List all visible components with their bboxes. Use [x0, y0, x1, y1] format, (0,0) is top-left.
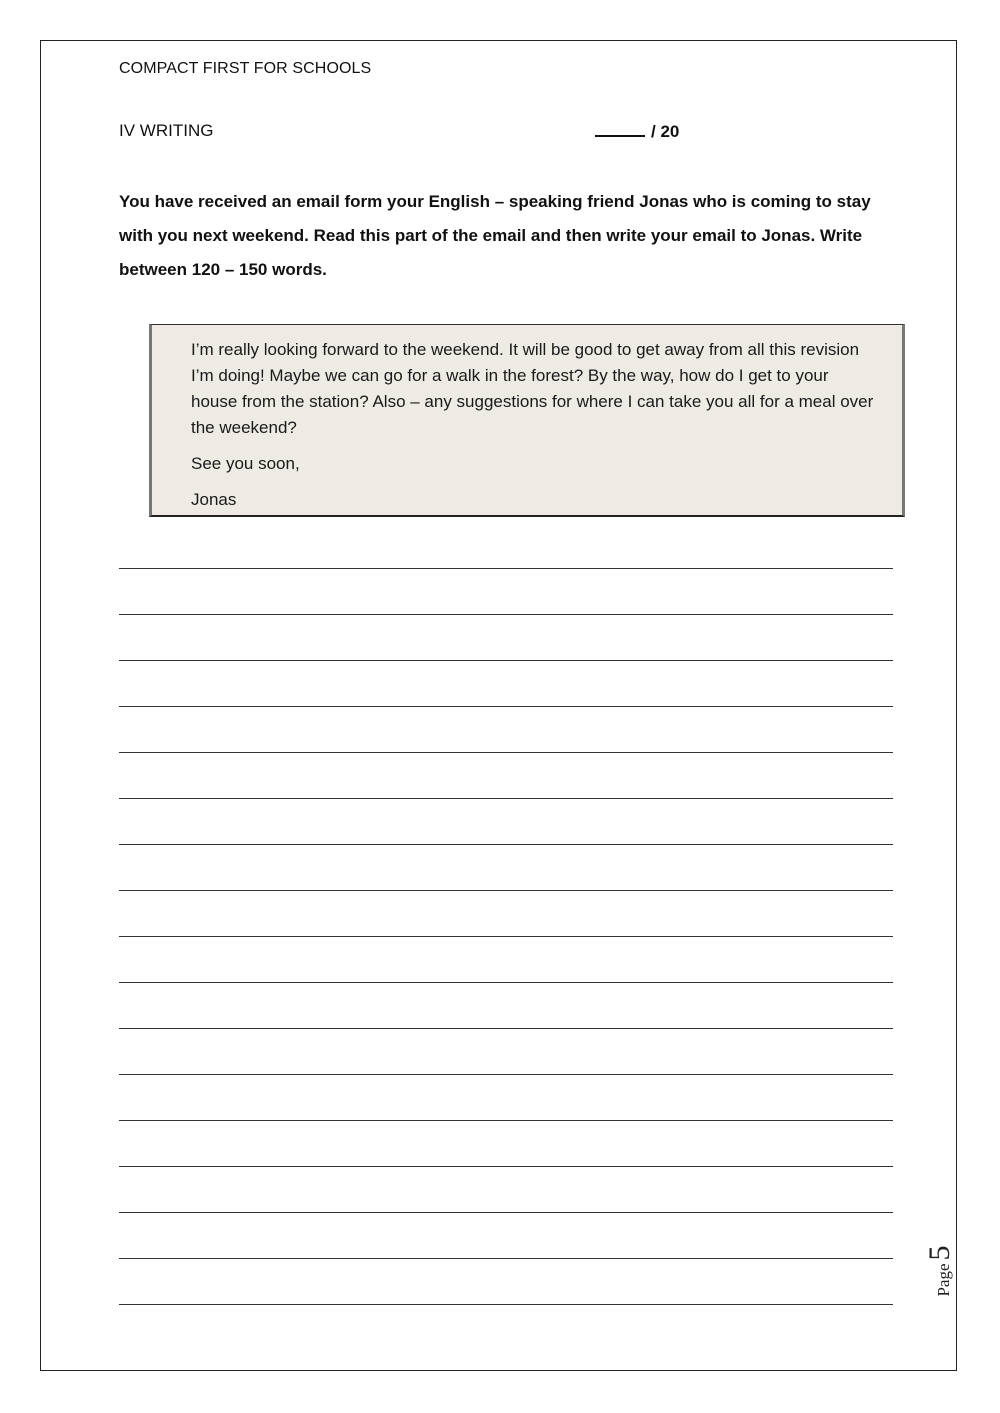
writing-lines: [119, 568, 893, 1350]
writing-line[interactable]: [119, 706, 893, 752]
writing-line[interactable]: [119, 1028, 893, 1074]
email-signature: Jonas: [191, 490, 237, 509]
writing-line[interactable]: [119, 1304, 893, 1350]
score-blank[interactable]: [595, 121, 645, 137]
section-row: [119, 121, 719, 143]
email-body: I’m really looking forward to the weekend. It will be good to get away from all this revision I’m doing! Maybe we can go for a walk in the forest? By the way, how do I get to your house from the station? Also – any suggestions for where I can take you all for a meal over the weekend?: [191, 340, 874, 437]
writing-line[interactable]: [119, 1258, 893, 1304]
writing-line[interactable]: [119, 1166, 893, 1212]
page-number: [918, 1236, 962, 1306]
writing-line[interactable]: [119, 1074, 893, 1120]
email-closing: See you soon,: [191, 454, 300, 473]
writing-line[interactable]: [119, 660, 893, 706]
writing-line[interactable]: [119, 1120, 893, 1166]
section-title: IV WRITING: [119, 121, 214, 140]
writing-line[interactable]: [119, 982, 893, 1028]
score-field: [595, 121, 679, 142]
writing-line[interactable]: [119, 1212, 893, 1258]
writing-line[interactable]: [119, 614, 893, 660]
writing-line[interactable]: [119, 568, 893, 614]
writing-line[interactable]: [119, 936, 893, 982]
page-number-value: 5: [923, 1245, 956, 1261]
course-header: COMPACT FIRST FOR SCHOOLS: [119, 60, 372, 77]
page-label: Page: [934, 1263, 953, 1297]
writing-line[interactable]: [119, 844, 893, 890]
writing-line[interactable]: [119, 798, 893, 844]
writing-line[interactable]: [119, 890, 893, 936]
task-instructions: You have received an email form your English – speaking friend Jonas who is coming to stay with you next weekend. Read this part of the email and then write your email to Jonas. Write between 120 – 150 words.: [119, 192, 871, 279]
writing-line[interactable]: [119, 752, 893, 798]
email-excerpt-box: [149, 324, 905, 517]
score-total: / 20: [651, 122, 680, 141]
